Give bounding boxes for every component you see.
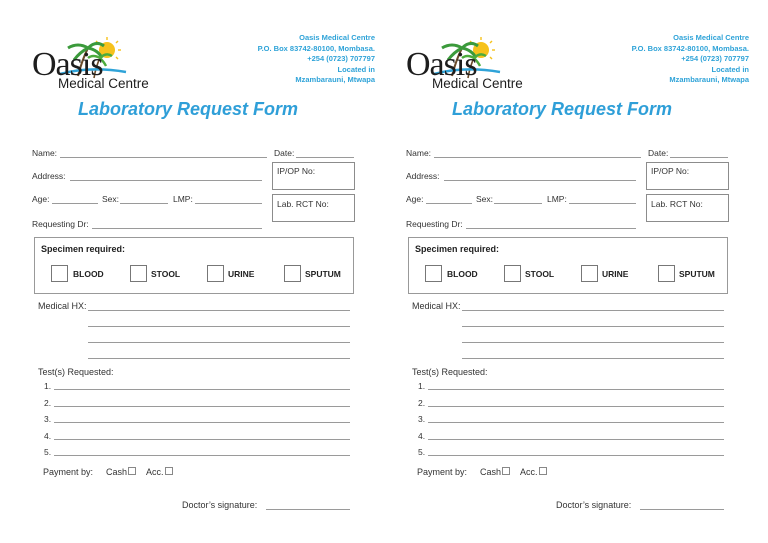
test-number: 3.: [418, 414, 426, 424]
medical-hx-label: Medical HX:: [412, 301, 461, 311]
logo-word: Oasis: [406, 46, 477, 83]
name-label: Name:: [32, 148, 58, 158]
requesting-dr-field[interactable]: [92, 228, 262, 229]
stool-checkbox[interactable]: [504, 265, 521, 282]
form-title: Laboratory Request Form: [452, 99, 673, 119]
test-line[interactable]: [428, 406, 724, 407]
name-label: Name:: [406, 148, 432, 158]
sex-label: Sex:: [102, 194, 120, 204]
cash-checkbox[interactable]: [502, 467, 510, 475]
test-number: 1.: [418, 381, 426, 391]
lab-request-form-right: [404, 20, 749, 520]
address-line: Oasis Medical Centre: [299, 33, 375, 42]
medical-hx-label: Medical HX:: [38, 301, 87, 311]
requesting-dr-field[interactable]: [466, 228, 636, 229]
specimen-title: Specimen required:: [41, 244, 126, 254]
sputum-label: SPUTUM: [679, 269, 715, 279]
age-label: Age:: [32, 194, 50, 204]
test-number: 2.: [418, 398, 426, 408]
lmp-label: LMP:: [173, 194, 193, 204]
address-line: Located in: [711, 64, 749, 74]
sputum-label: SPUTUM: [305, 269, 341, 279]
requesting-dr-label: Requesting Dr:: [32, 219, 89, 229]
lmp-field[interactable]: [569, 203, 636, 204]
date-field[interactable]: [296, 157, 354, 158]
date-label: Date:: [274, 148, 295, 158]
urine-checkbox[interactable]: [207, 265, 224, 282]
test-number: 5.: [44, 447, 52, 457]
test-line[interactable]: [54, 406, 350, 407]
test-number: 1.: [44, 381, 52, 391]
blood-checkbox[interactable]: [51, 265, 68, 282]
lmp-field[interactable]: [195, 203, 262, 204]
acc-label: Acc.: [146, 467, 164, 477]
lab-rct-box[interactable]: [646, 194, 729, 222]
logo-word: Oasis: [32, 46, 103, 83]
test-number: 4.: [418, 431, 426, 441]
test-line[interactable]: [428, 389, 724, 390]
tests-label: Test(s) Requested:: [38, 367, 114, 377]
lab-rct-label: Lab. RCT No:: [277, 199, 329, 209]
address-line: +254 (0723) 707797: [307, 54, 375, 63]
specimen-title: Specimen required:: [415, 244, 500, 254]
logo-subtitle: Medical Centre: [58, 76, 149, 91]
acc-label: Acc.: [520, 467, 538, 477]
requesting-dr-label: Requesting Dr:: [406, 219, 463, 229]
signature-label: Doctor’s signature:: [556, 500, 632, 510]
blood-label: BLOOD: [73, 269, 104, 279]
medical-hx-line[interactable]: [88, 310, 350, 311]
oasis-logo: [30, 36, 160, 94]
form-title: Laboratory Request Form: [78, 99, 299, 119]
ip-op-label: IP/OP No:: [277, 166, 316, 176]
urine-checkbox[interactable]: [581, 265, 598, 282]
oasis-logo: [404, 36, 534, 94]
sex-field[interactable]: [494, 203, 542, 204]
test-line[interactable]: [54, 455, 350, 456]
ip-op-box[interactable]: [646, 162, 729, 190]
test-line[interactable]: [54, 422, 350, 423]
address-line: P.O. Box 83742-80100, Mombasa.: [631, 43, 749, 53]
age-field[interactable]: [52, 203, 98, 204]
address-line: P.O. Box 83742-80100, Mombasa.: [257, 43, 375, 53]
ip-op-box[interactable]: [272, 162, 355, 190]
medical-hx-line[interactable]: [462, 342, 724, 343]
acc-checkbox[interactable]: [165, 467, 173, 475]
ip-op-label: IP/OP No:: [651, 166, 690, 176]
blood-checkbox[interactable]: [425, 265, 442, 282]
medical-hx-line[interactable]: [88, 326, 350, 327]
name-field[interactable]: [60, 157, 267, 158]
name-field[interactable]: [434, 157, 641, 158]
blood-label: BLOOD: [447, 269, 478, 279]
lab-rct-box[interactable]: [272, 194, 355, 222]
test-number: 3.: [44, 414, 52, 424]
medical-hx-line[interactable]: [462, 358, 724, 359]
medical-hx-line[interactable]: [88, 342, 350, 343]
logo-subtitle: Medical Centre: [432, 76, 523, 91]
address-label: Address:: [406, 171, 440, 181]
test-number: 2.: [44, 398, 52, 408]
tests-label: Test(s) Requested:: [412, 367, 488, 377]
sputum-checkbox[interactable]: [658, 265, 675, 282]
urine-label: URINE: [602, 269, 629, 279]
address-field[interactable]: [70, 180, 262, 181]
stool-label: STOOL: [151, 269, 181, 279]
sex-field[interactable]: [120, 203, 168, 204]
lab-request-form-left: [30, 20, 375, 520]
test-number: 5.: [418, 447, 426, 457]
lab-rct-label: Lab. RCT No:: [651, 199, 703, 209]
medical-hx-line[interactable]: [462, 310, 724, 311]
address-line: Located in: [337, 64, 375, 74]
age-label: Age:: [406, 194, 424, 204]
address-label: Address:: [32, 171, 66, 181]
payment-label: Payment by:: [417, 467, 468, 477]
specimen-section: [408, 237, 728, 294]
sex-label: Sex:: [476, 194, 494, 204]
test-line[interactable]: [428, 439, 724, 440]
clinic-address: [258, 33, 375, 86]
cash-label: Cash: [106, 467, 128, 477]
address-line: +254 (0723) 707797: [681, 54, 749, 63]
date-label: Date:: [648, 148, 669, 158]
date-field[interactable]: [670, 157, 728, 158]
address-line: Mzambarauni, Mtwapa: [669, 75, 749, 84]
payment-label: Payment by:: [43, 467, 94, 477]
stool-label: STOOL: [525, 269, 555, 279]
sputum-checkbox[interactable]: [284, 265, 301, 282]
acc-checkbox[interactable]: [539, 467, 547, 475]
signature-field[interactable]: [266, 509, 350, 510]
clinic-address: [632, 33, 749, 86]
medical-hx-line[interactable]: [462, 326, 724, 327]
signature-label: Doctor’s signature:: [182, 500, 258, 510]
specimen-section: [34, 237, 354, 294]
stool-checkbox[interactable]: [130, 265, 147, 282]
address-field[interactable]: [444, 180, 636, 181]
cash-label: Cash: [480, 467, 502, 477]
address-line: Oasis Medical Centre: [673, 33, 749, 42]
test-line[interactable]: [54, 389, 350, 390]
cash-checkbox[interactable]: [128, 467, 136, 475]
age-field[interactable]: [426, 203, 472, 204]
test-line[interactable]: [428, 422, 724, 423]
medical-hx-line[interactable]: [88, 358, 350, 359]
test-line[interactable]: [54, 439, 350, 440]
lmp-label: LMP:: [547, 194, 567, 204]
test-number: 4.: [44, 431, 52, 441]
address-line: Mzambarauni, Mtwapa: [295, 75, 375, 84]
urine-label: URINE: [228, 269, 255, 279]
signature-field[interactable]: [640, 509, 724, 510]
test-line[interactable]: [428, 455, 724, 456]
